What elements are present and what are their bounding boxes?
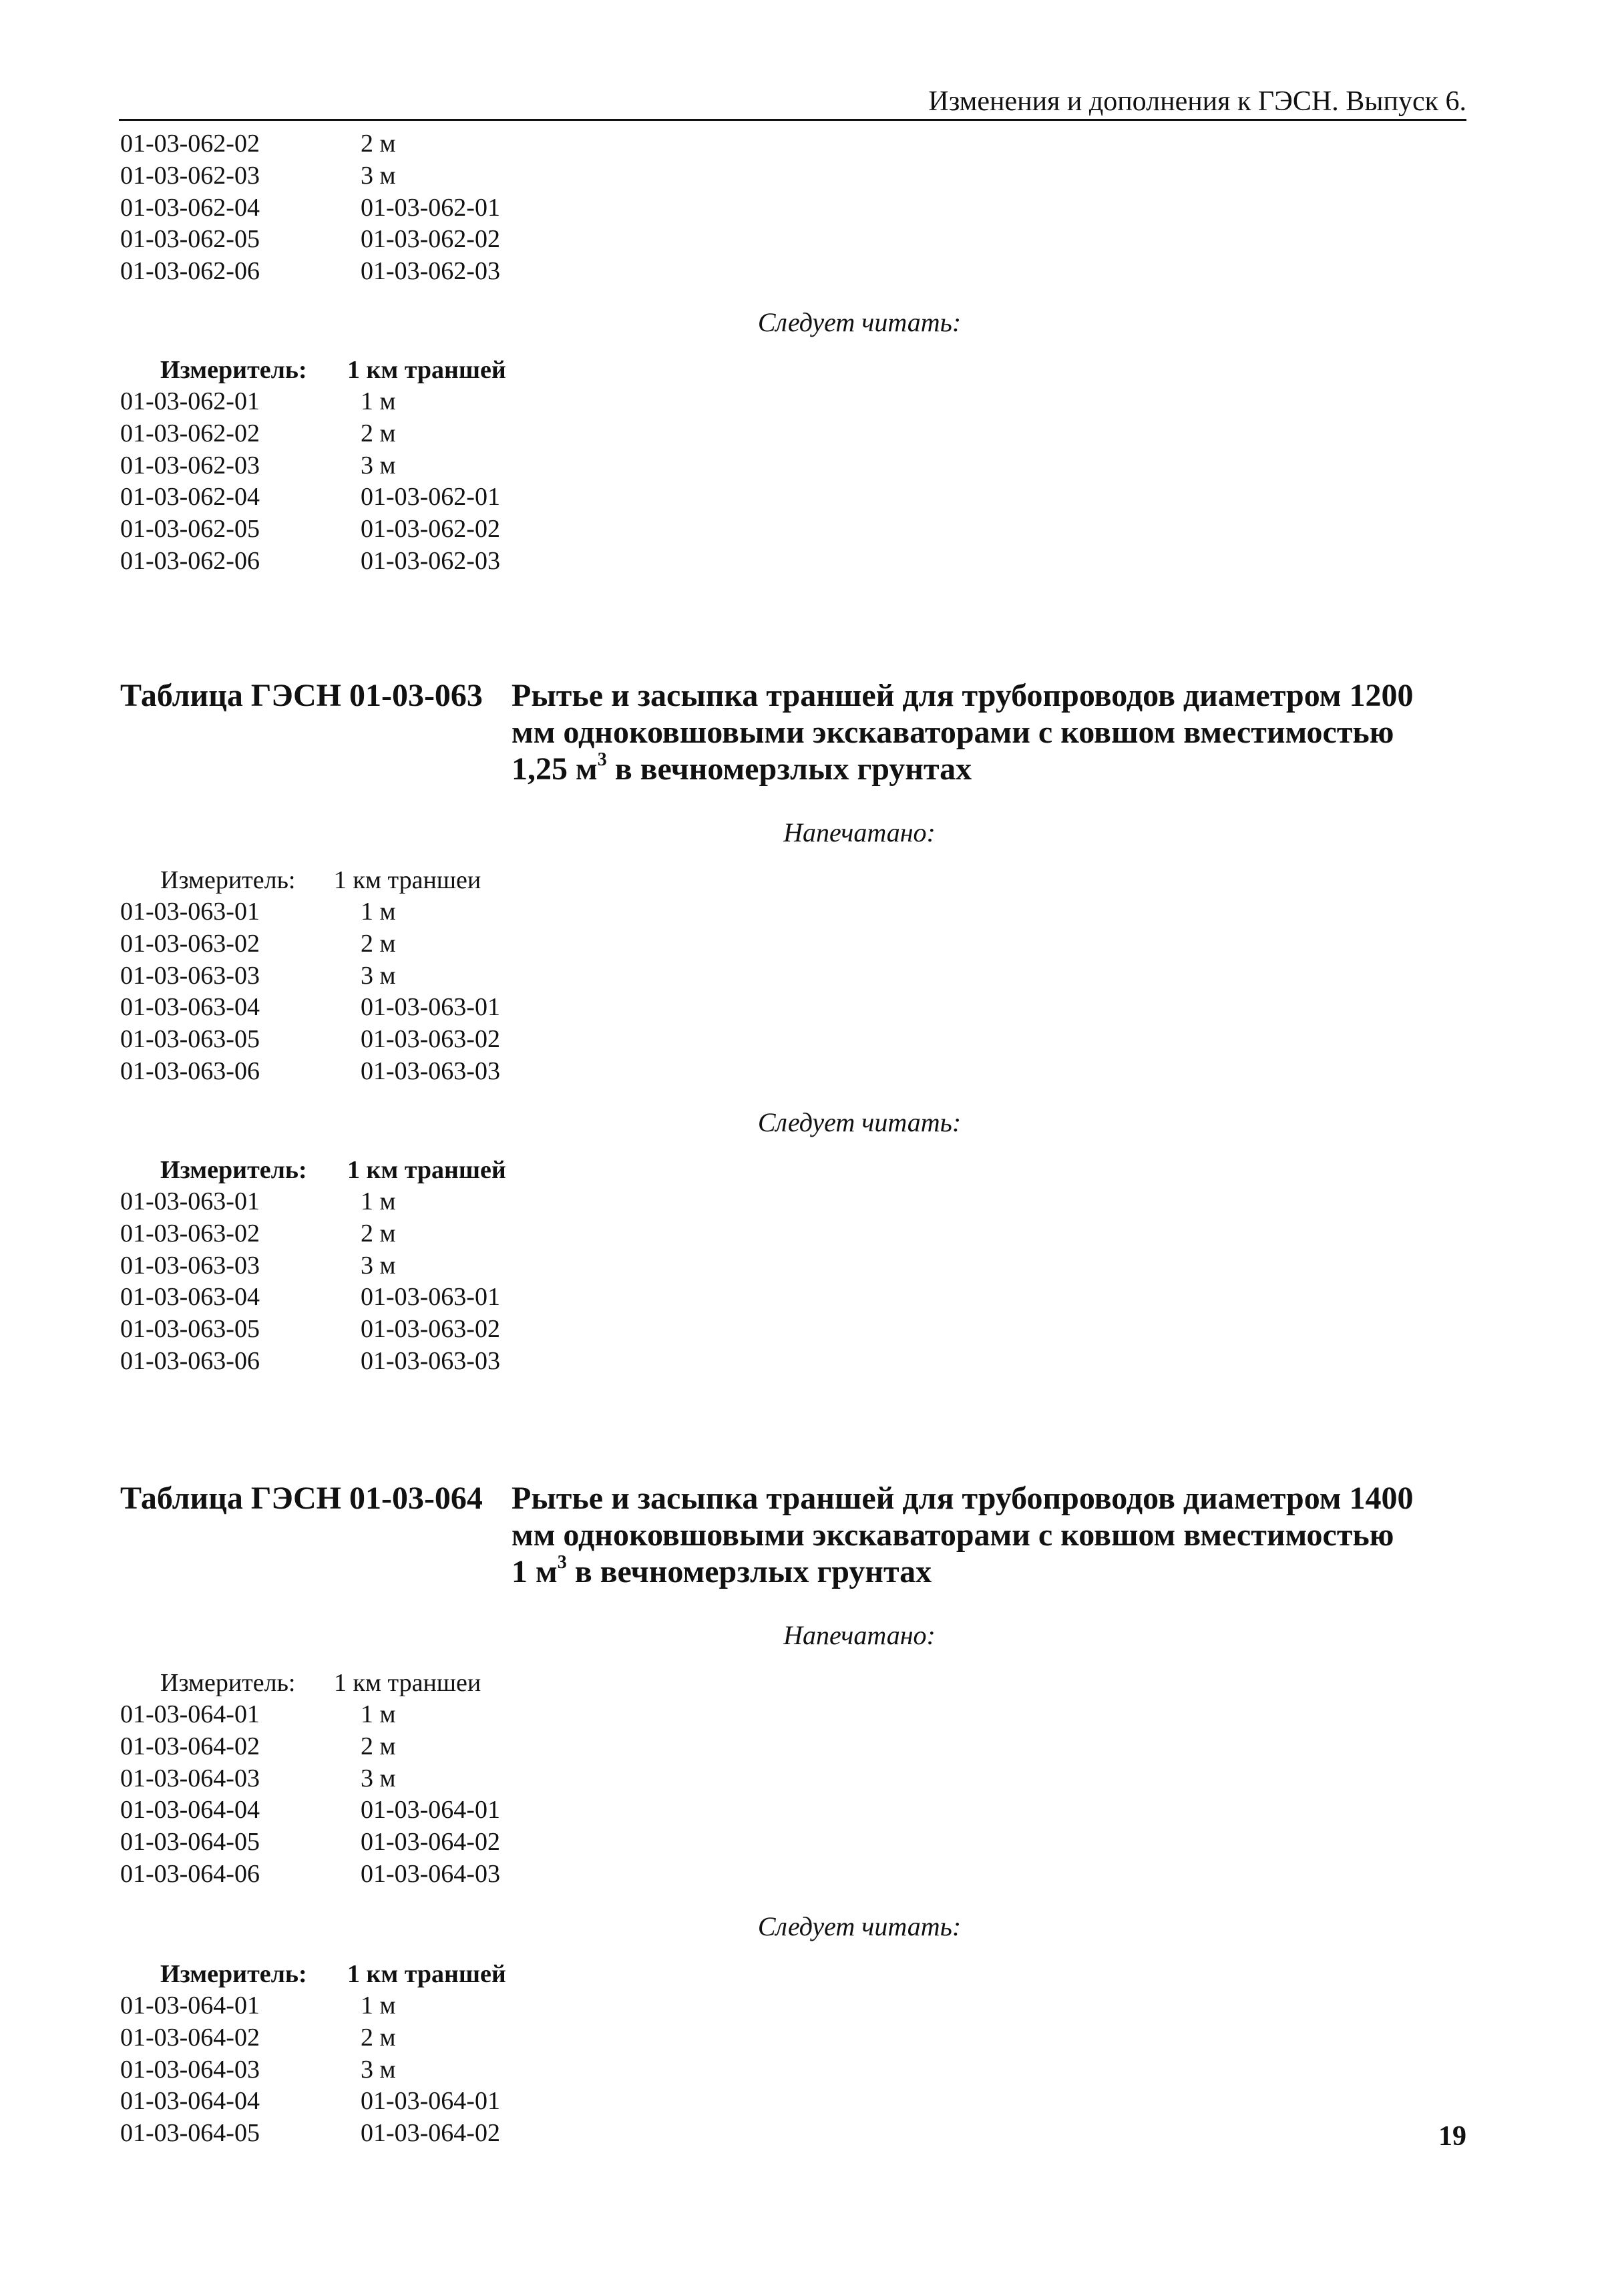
meter-unit: 1 км траншеи (334, 866, 481, 894)
row-code: 01-03-063-05 (120, 1025, 260, 1054)
row-value: 01-03-064-02 (361, 2119, 500, 2148)
row-value: 01-03-062-03 (361, 257, 500, 286)
row-value: 01-03-064-02 (361, 1828, 500, 1857)
row-value: 2 м (361, 1219, 396, 1248)
page-number: 19 (1438, 2121, 1466, 2152)
row-code: 01-03-064-01 (120, 1700, 260, 1728)
row-code: 01-03-063-01 (120, 898, 260, 926)
row-code: 01-03-062-03 (120, 161, 260, 190)
should-read-label: Следует читать: (757, 1911, 962, 1941)
row-code: 01-03-063-05 (120, 1315, 260, 1344)
table-063-soil: в вечномерзлых грунтах (606, 751, 972, 787)
row-code: 01-03-062-05 (120, 225, 260, 254)
row-code: 01-03-062-01 (120, 387, 260, 415)
row-value: 01-03-062-01 (361, 483, 500, 512)
row-value: 01-03-063-01 (361, 1283, 500, 1312)
row-code: 01-03-063-04 (120, 993, 260, 1022)
row-code: 01-03-062-04 (120, 483, 260, 512)
row-value: 01-03-063-01 (361, 993, 500, 1022)
table-063-name: Таблица ГЭСН 01-03-063 (120, 678, 483, 713)
row-code: 01-03-063-03 (120, 1251, 260, 1280)
row-value: 1 м (361, 1700, 396, 1728)
meter-unit: 1 км траншеи (334, 1669, 481, 1697)
superscript: 3 (557, 1552, 567, 1573)
row-value: 01-03-064-03 (361, 1859, 500, 1888)
row-code: 01-03-064-04 (120, 1796, 260, 1825)
row-value: 01-03-063-02 (361, 1315, 500, 1344)
header-divider (119, 119, 1466, 121)
row-value: 01-03-062-03 (361, 546, 500, 575)
row-code: 01-03-063-02 (120, 1219, 260, 1248)
row-value: 3 м (361, 1764, 396, 1792)
table-064-title (120, 1480, 1466, 1590)
row-value: 01-03-062-01 (361, 193, 500, 222)
row-code: 01-03-062-02 (120, 419, 260, 447)
row-value: 2 м (361, 1732, 396, 1760)
row-code: 01-03-064-01 (120, 1991, 260, 2020)
row-code: 01-03-062-02 (120, 130, 260, 158)
row-value: 01-03-064-01 (361, 1796, 500, 1825)
meter-label: Измеритель: (160, 1669, 296, 1697)
should-read-label: Следует читать: (757, 307, 962, 337)
should-read-label: Следует читать: (757, 1107, 962, 1137)
row-value: 2 м (361, 419, 396, 447)
row-value: 2 м (361, 130, 396, 158)
row-value: 1 м (361, 1187, 396, 1215)
row-value: 2 м (361, 2023, 396, 2052)
row-code: 01-03-063-04 (120, 1283, 260, 1312)
meter-unit: 1 км траншей (347, 1156, 506, 1184)
meter-label: Измеритель: (160, 356, 307, 384)
row-value: 1 м (361, 1991, 396, 2020)
table-063-title (120, 677, 1466, 787)
row-code: 01-03-064-04 (120, 2087, 260, 2116)
row-value: 3 м (361, 2055, 396, 2084)
row-value: 01-03-063-03 (361, 1057, 500, 1085)
row-code: 01-03-064-03 (120, 1764, 260, 1792)
row-code: 01-03-064-02 (120, 1732, 260, 1760)
row-code: 01-03-062-04 (120, 193, 260, 222)
table-063-desc-line2: мм одноковшовыми экскаваторами с ковшом вместимостью (512, 715, 1394, 750)
table-064-soil: в вечномерзлых грунтах (566, 1554, 932, 1589)
meter-label: Измеритель: (160, 1960, 307, 1988)
row-code: 01-03-063-06 (120, 1346, 260, 1375)
running-header: Изменения и дополнения к ГЭСН. Выпуск 6. (928, 86, 1466, 117)
row-value: 3 м (361, 961, 396, 990)
printed-label: Напечатано: (783, 1620, 936, 1650)
row-value: 3 м (361, 161, 396, 190)
printed-label: Напечатано: (783, 817, 936, 847)
row-value: 01-03-064-01 (361, 2087, 500, 2116)
row-code: 01-03-064-03 (120, 2055, 260, 2084)
row-value: 3 м (361, 1251, 396, 1280)
table-064-volume: 1 м (512, 1554, 558, 1589)
row-code: 01-03-062-06 (120, 546, 260, 575)
meter-label: Измеритель: (160, 866, 296, 894)
meter-unit: 1 км траншей (347, 356, 506, 384)
table-064-desc-line2: мм одноковшовыми экскаваторами с ковшом вместимостью (512, 1517, 1394, 1553)
row-code: 01-03-064-06 (120, 1859, 260, 1888)
row-code: 01-03-063-02 (120, 929, 260, 958)
table-064-desc-line1: Рытье и засыпка траншей для трубопроводов диаметром 1400 (512, 1481, 1414, 1516)
superscript: 3 (597, 749, 607, 770)
meter-unit: 1 км траншей (347, 1960, 506, 1988)
row-value: 3 м (361, 451, 396, 480)
table-064-desc-line3 (512, 1553, 1466, 1590)
row-code: 01-03-063-03 (120, 961, 260, 990)
table-063-desc-line3 (512, 751, 1466, 787)
row-code: 01-03-064-05 (120, 2119, 260, 2148)
row-value: 2 м (361, 929, 396, 958)
row-value: 01-03-062-02 (361, 515, 500, 544)
row-value: 01-03-063-02 (361, 1025, 500, 1054)
row-value: 01-03-063-03 (361, 1346, 500, 1375)
table-064-name: Таблица ГЭСН 01-03-064 (120, 1481, 483, 1516)
meter-label: Измеритель: (160, 1156, 307, 1184)
table-063-volume: 1,25 м (512, 751, 598, 787)
row-value: 1 м (361, 387, 396, 415)
row-code: 01-03-063-01 (120, 1187, 260, 1215)
row-code: 01-03-063-06 (120, 1057, 260, 1085)
row-code: 01-03-062-06 (120, 257, 260, 286)
row-value: 1 м (361, 898, 396, 926)
row-value: 01-03-062-02 (361, 225, 500, 254)
row-code: 01-03-064-02 (120, 2023, 260, 2052)
row-code: 01-03-062-03 (120, 451, 260, 480)
table-063-desc-line1: Рытье и засыпка траншей для трубопроводов диаметром 1200 (512, 678, 1414, 713)
row-code: 01-03-062-05 (120, 515, 260, 544)
row-code: 01-03-064-05 (120, 1828, 260, 1857)
